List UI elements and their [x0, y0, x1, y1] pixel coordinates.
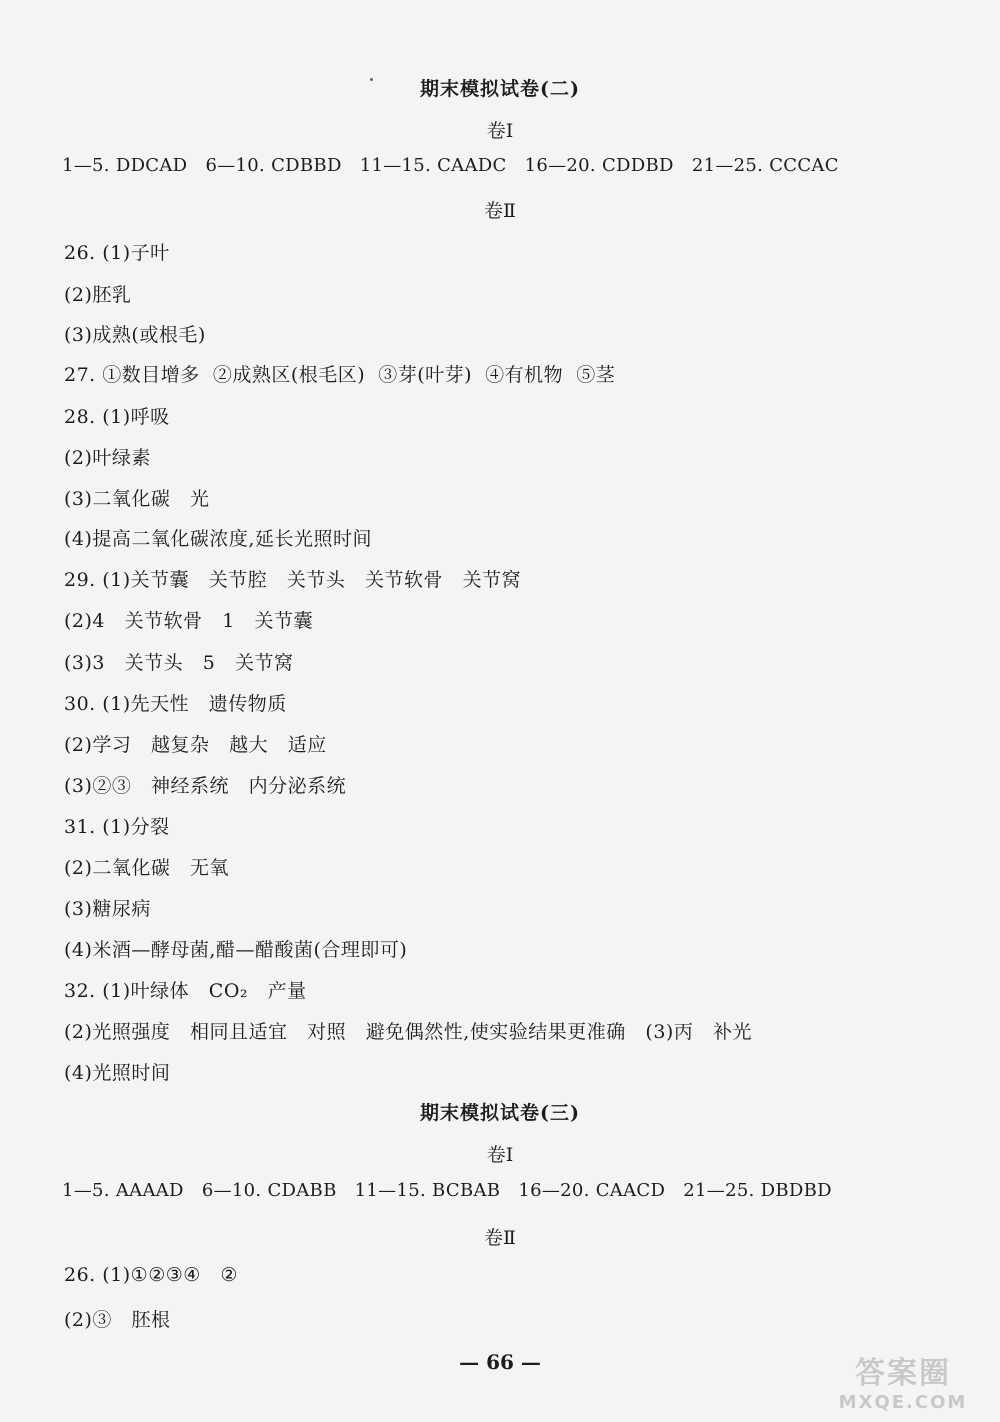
answer-line: (3)成熟(或根毛) [64, 324, 206, 346]
answer-line: (2)光照强度 相同且适宜 对照 避免偶然性,使实验结果更准确 (3)丙 补光 [64, 1021, 752, 1043]
answer-line: 26. (1)子叶 [64, 242, 170, 264]
answer-line: 30. (1)先天性 遗传物质 [64, 693, 287, 715]
answer-line: 31. (1)分裂 [64, 816, 170, 838]
answer-line: (2)叶绿素 [64, 447, 151, 469]
answer-line: (4)光照时间 [64, 1062, 171, 1084]
part-2-label: 卷Ⅱ [484, 200, 516, 222]
watermark-logo [828, 1348, 978, 1413]
answer-line: (2)胚乳 [64, 284, 132, 306]
answer-line: (2)二氧化碳 无氧 [64, 857, 230, 879]
watermark-text: 答案圈 [855, 1356, 951, 1391]
answer-line: (2)③ 胚根 [64, 1309, 171, 1331]
answer-line: (2)4 关节软骨 1 关节囊 [64, 610, 313, 632]
answer-line: (3)②③ 神经系统 内分泌系统 [64, 775, 347, 797]
section-title: 期末模拟试卷(三) [420, 1102, 580, 1124]
page-number: — 66 — [459, 1350, 541, 1374]
section-title: 期末模拟试卷(二) [420, 78, 580, 100]
answer-line: 28. (1)呼吸 [64, 406, 170, 428]
answer-line: (4)米酒—酵母菌,醋—醋酸菌(合理即可) [64, 939, 408, 961]
part-1-label: 卷Ⅰ [486, 120, 514, 142]
answer-line: 29. (1)关节囊 关节腔 关节头 关节软骨 关节窝 [64, 569, 522, 591]
mcq-answers: 1—5. AAAAD 6—10. CDABB 11—15. BCBAB 16—20. CAACD 21—25. DBDBD [62, 1180, 832, 1201]
answer-line: 32. (1)叶绿体 CO₂ 产量 [64, 980, 307, 1002]
answer-line: (2)学习 越复杂 越大 适应 [64, 734, 327, 756]
part-1-label: 卷Ⅰ [486, 1144, 514, 1166]
watermark-url: MXQE.COM [838, 1392, 968, 1413]
answer-line: (3)3 关节头 5 关节窝 [64, 652, 294, 674]
answer-line: (3)二氧化碳 光 [64, 488, 210, 510]
mcq-answers: 1—5. DDCAD 6—10. CDBBD 11—15. CAADC 16—20. CDDBD 21—25. CCCAC [62, 155, 839, 176]
answer-line: 27. ①数目增多 ②成熟区(根毛区) ③芽(叶芽) ④有机物 ⑤茎 [64, 364, 616, 386]
answer-line: (4)提高二氧化碳浓度,延长光照时间 [64, 528, 372, 550]
part-2-label: 卷Ⅱ [484, 1227, 516, 1249]
answer-line: 26. (1)①②③④ ② [64, 1264, 238, 1286]
answer-line: (3)糖尿病 [64, 898, 151, 920]
